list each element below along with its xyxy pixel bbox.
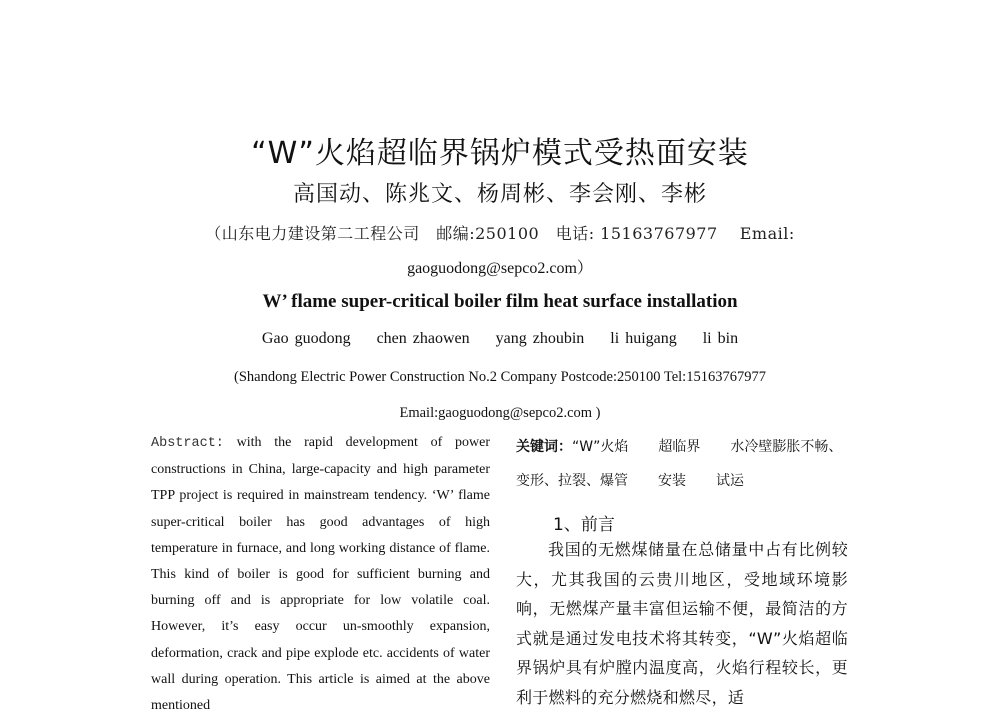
- affiliation-en-line2: Email:gaoguodong@sepco2.com ): [399, 405, 601, 421]
- keyword: 安装: [658, 473, 686, 489]
- author-en: li bin: [702, 330, 739, 347]
- author-en: Gao guodong: [261, 330, 351, 347]
- paper-title-en: W’ flame super-critical boiler film heat surface installation: [262, 291, 738, 312]
- author-en: yang zhoubin: [495, 330, 585, 347]
- keyword: 水冷壁膨胀不畅、: [730, 439, 843, 455]
- keyword: 超临界: [658, 439, 701, 455]
- affiliation-cn-line2: gaoguodong@sepco2.com）: [407, 260, 593, 277]
- keyword: 试运: [716, 473, 744, 489]
- abstract-text: with the rapid development of power constructions in China, large-capacity and high parameter TPP project is required in mainstream tendency. ‘W’ flame super-critical boiler has good advantages of high temperature in furnace, and long working distance of flame. This kind of boiler is good for sufficient burning and burning off and is appropriate for low volatile coal. However, it’s easy occur un-smoothly expansion, deformation, crack and pipe explode etc. accidents of water wall during operation. This article is aimed at the above mentioned: [151, 435, 491, 714]
- affiliation-en-line1: (Shandong Electric Power Construction No.2 Company Postcode:250100 Tel:15163767977: [234, 369, 766, 385]
- authors-en: [0, 330, 1000, 348]
- paper-title-cn: “W”火焰超临界锅炉模式受热面安装: [251, 136, 749, 171]
- author-en: li huigang: [610, 330, 677, 347]
- keywords: 关键词：“W”火焰 超临界 水冷壁膨胀不畅、 变形、拉裂、爆管 安装 试运: [516, 439, 843, 489]
- intro-paragraph: 我国的无燃煤储量在总储量中占有比例较大，尤其我国的云贵川地区，受地域环境影响，无燃煤产量丰富但运输不便，最简洁的方式就是通过发电技术将其转变，“W”火焰超临界锅炉具有炉膛内温度高，火焰行程较长，更利于燃料的充分燃烧和燃尽，适: [516, 540, 848, 707]
- keywords-label: 关键词：: [516, 439, 572, 455]
- affiliation-cn-line1: （山东电力建设第二工程公司 邮编:250100 电话: 15163767977 Email:: [205, 224, 795, 243]
- section-heading: 1、前言: [553, 515, 615, 535]
- keyword: “W”火焰: [572, 439, 629, 455]
- abstract: [151, 430, 490, 719]
- authors-cn: 高国动、陈兆文、杨周彬、李会刚、李彬: [292, 182, 707, 207]
- author-en: chen zhaowen: [376, 330, 470, 347]
- abstract-label: Abstract:: [151, 436, 224, 451]
